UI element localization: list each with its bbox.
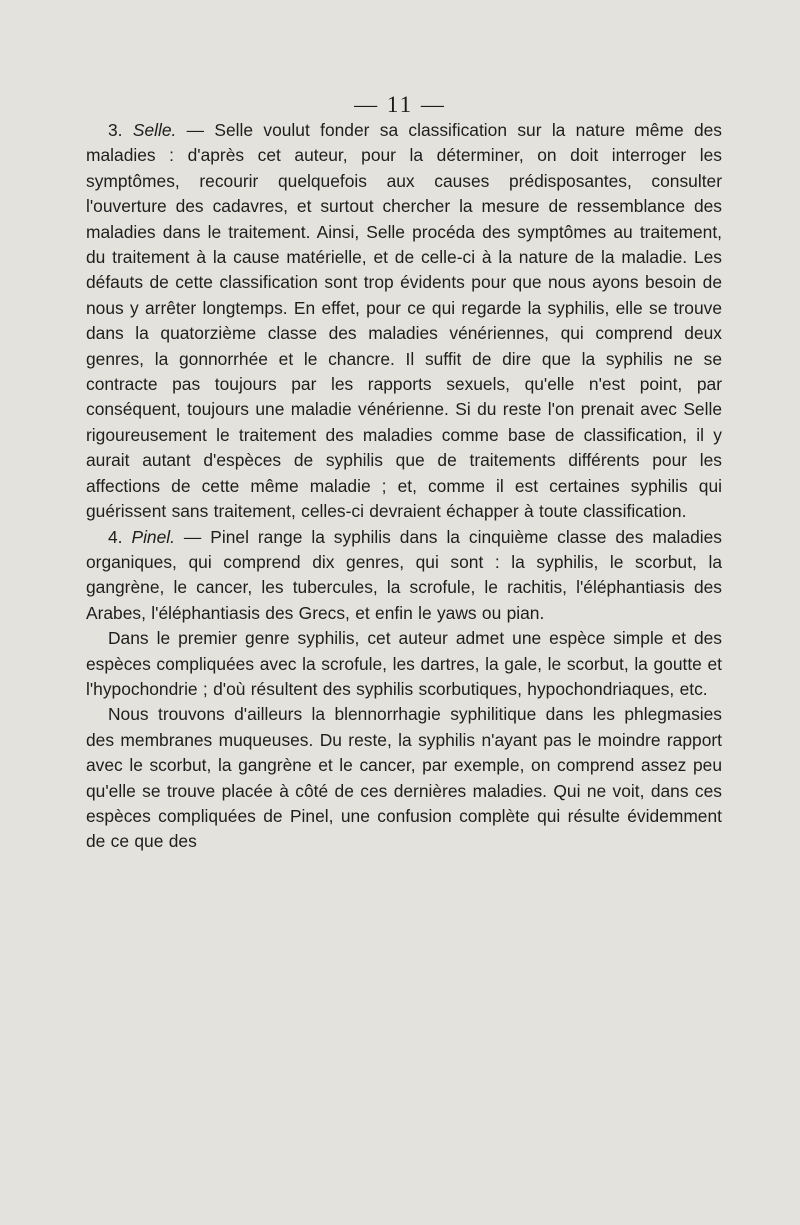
page-number: — 11 —	[354, 92, 446, 117]
paragraph-text: Nous trouvons d'ailleurs la blennorrhagie syphilitique dans les phlegmasies des membranes muqueuses. Du reste, la syphilis n'ayant pas le moindre rapport avec le scorbut, la gangrène et le cancer, par exemple, on comprend assez peu qu'elle se trouve placée à côté de ces dernières maladies. Qui ne voit, dans ces espèces compliquées de Pinel, une confusion complète qui résulte évidemment de ce que des	[86, 704, 722, 852]
paragraph-selle	[86, 118, 722, 525]
paragraph-text: — Pinel range la syphilis dans la cinquième classe des maladies organiques, qui comprend dix genres, qui sont : la syphilis, le scorbut, la gangrène, le cancer, les tubercules, la scrofule, le rachitis, l'éléphantiasis des Arabes, l'éléphantiasis des Grecs, et enfin le yaws ou pian.	[86, 526, 722, 623]
paragraph-blennorrhagie	[86, 702, 722, 854]
paragraph-premier-genre	[86, 626, 722, 702]
body-text	[86, 118, 722, 855]
paragraph-text: — Selle voulut fonder sa classification sur la nature même des maladies : d'après cet auteur, pour la déterminer, on doit interroger les symptômes, recourir quelquefois aux causes prédisposantes, consulter l'ouverture des cadavres, et surtout chercher la mesure de ressemblance des maladies dans le traitement. Ainsi, Selle procéda des symptômes au traitement, du traitement à la cause matérielle, et de celle-ci à la nature de la maladie. Les défauts de cette classification sont trop évidents pour que nous ayons besoin de nous y arrêter longtemps. En effet, pour ce qui regarde la syphilis, elle se trouve dans la quatorzième classe des maladies vénériennes, qui comprend deux genres, la gonnorrhée et le chancre. Il suffit de dire que la syphilis ne se contracte pas toujours par les rapports sexuels, qu'elle n'est point, par conséquent, toujours une maladie vénérienne. Si du reste l'on prenait avec Selle rigoureusement le traitement des maladies comme base de classification, il y aurait autant d'espèces de syphilis que de traitements différents pour les affections de cette même maladie ; et, comme il est certaines syphilis qui guérissent sans traitement, celles-ci devraient échapper à toute classification.	[86, 120, 722, 522]
author-name: Selle.	[132, 120, 177, 140]
paragraph-text: Dans le premier genre syphilis, cet auteur admet une espèce simple et des espèces compliquées avec la scrofule, les dartres, la gale, le scorbut, la goutte et l'hypochondrie ; d'où résultent des syphilis scorbutiques, hypochondriaques, etc.	[86, 628, 722, 699]
section-marker: 3.	[108, 120, 123, 140]
paragraph-pinel	[86, 525, 722, 627]
section-marker: 4.	[108, 526, 123, 547]
author-name: Pinel.	[131, 526, 175, 547]
